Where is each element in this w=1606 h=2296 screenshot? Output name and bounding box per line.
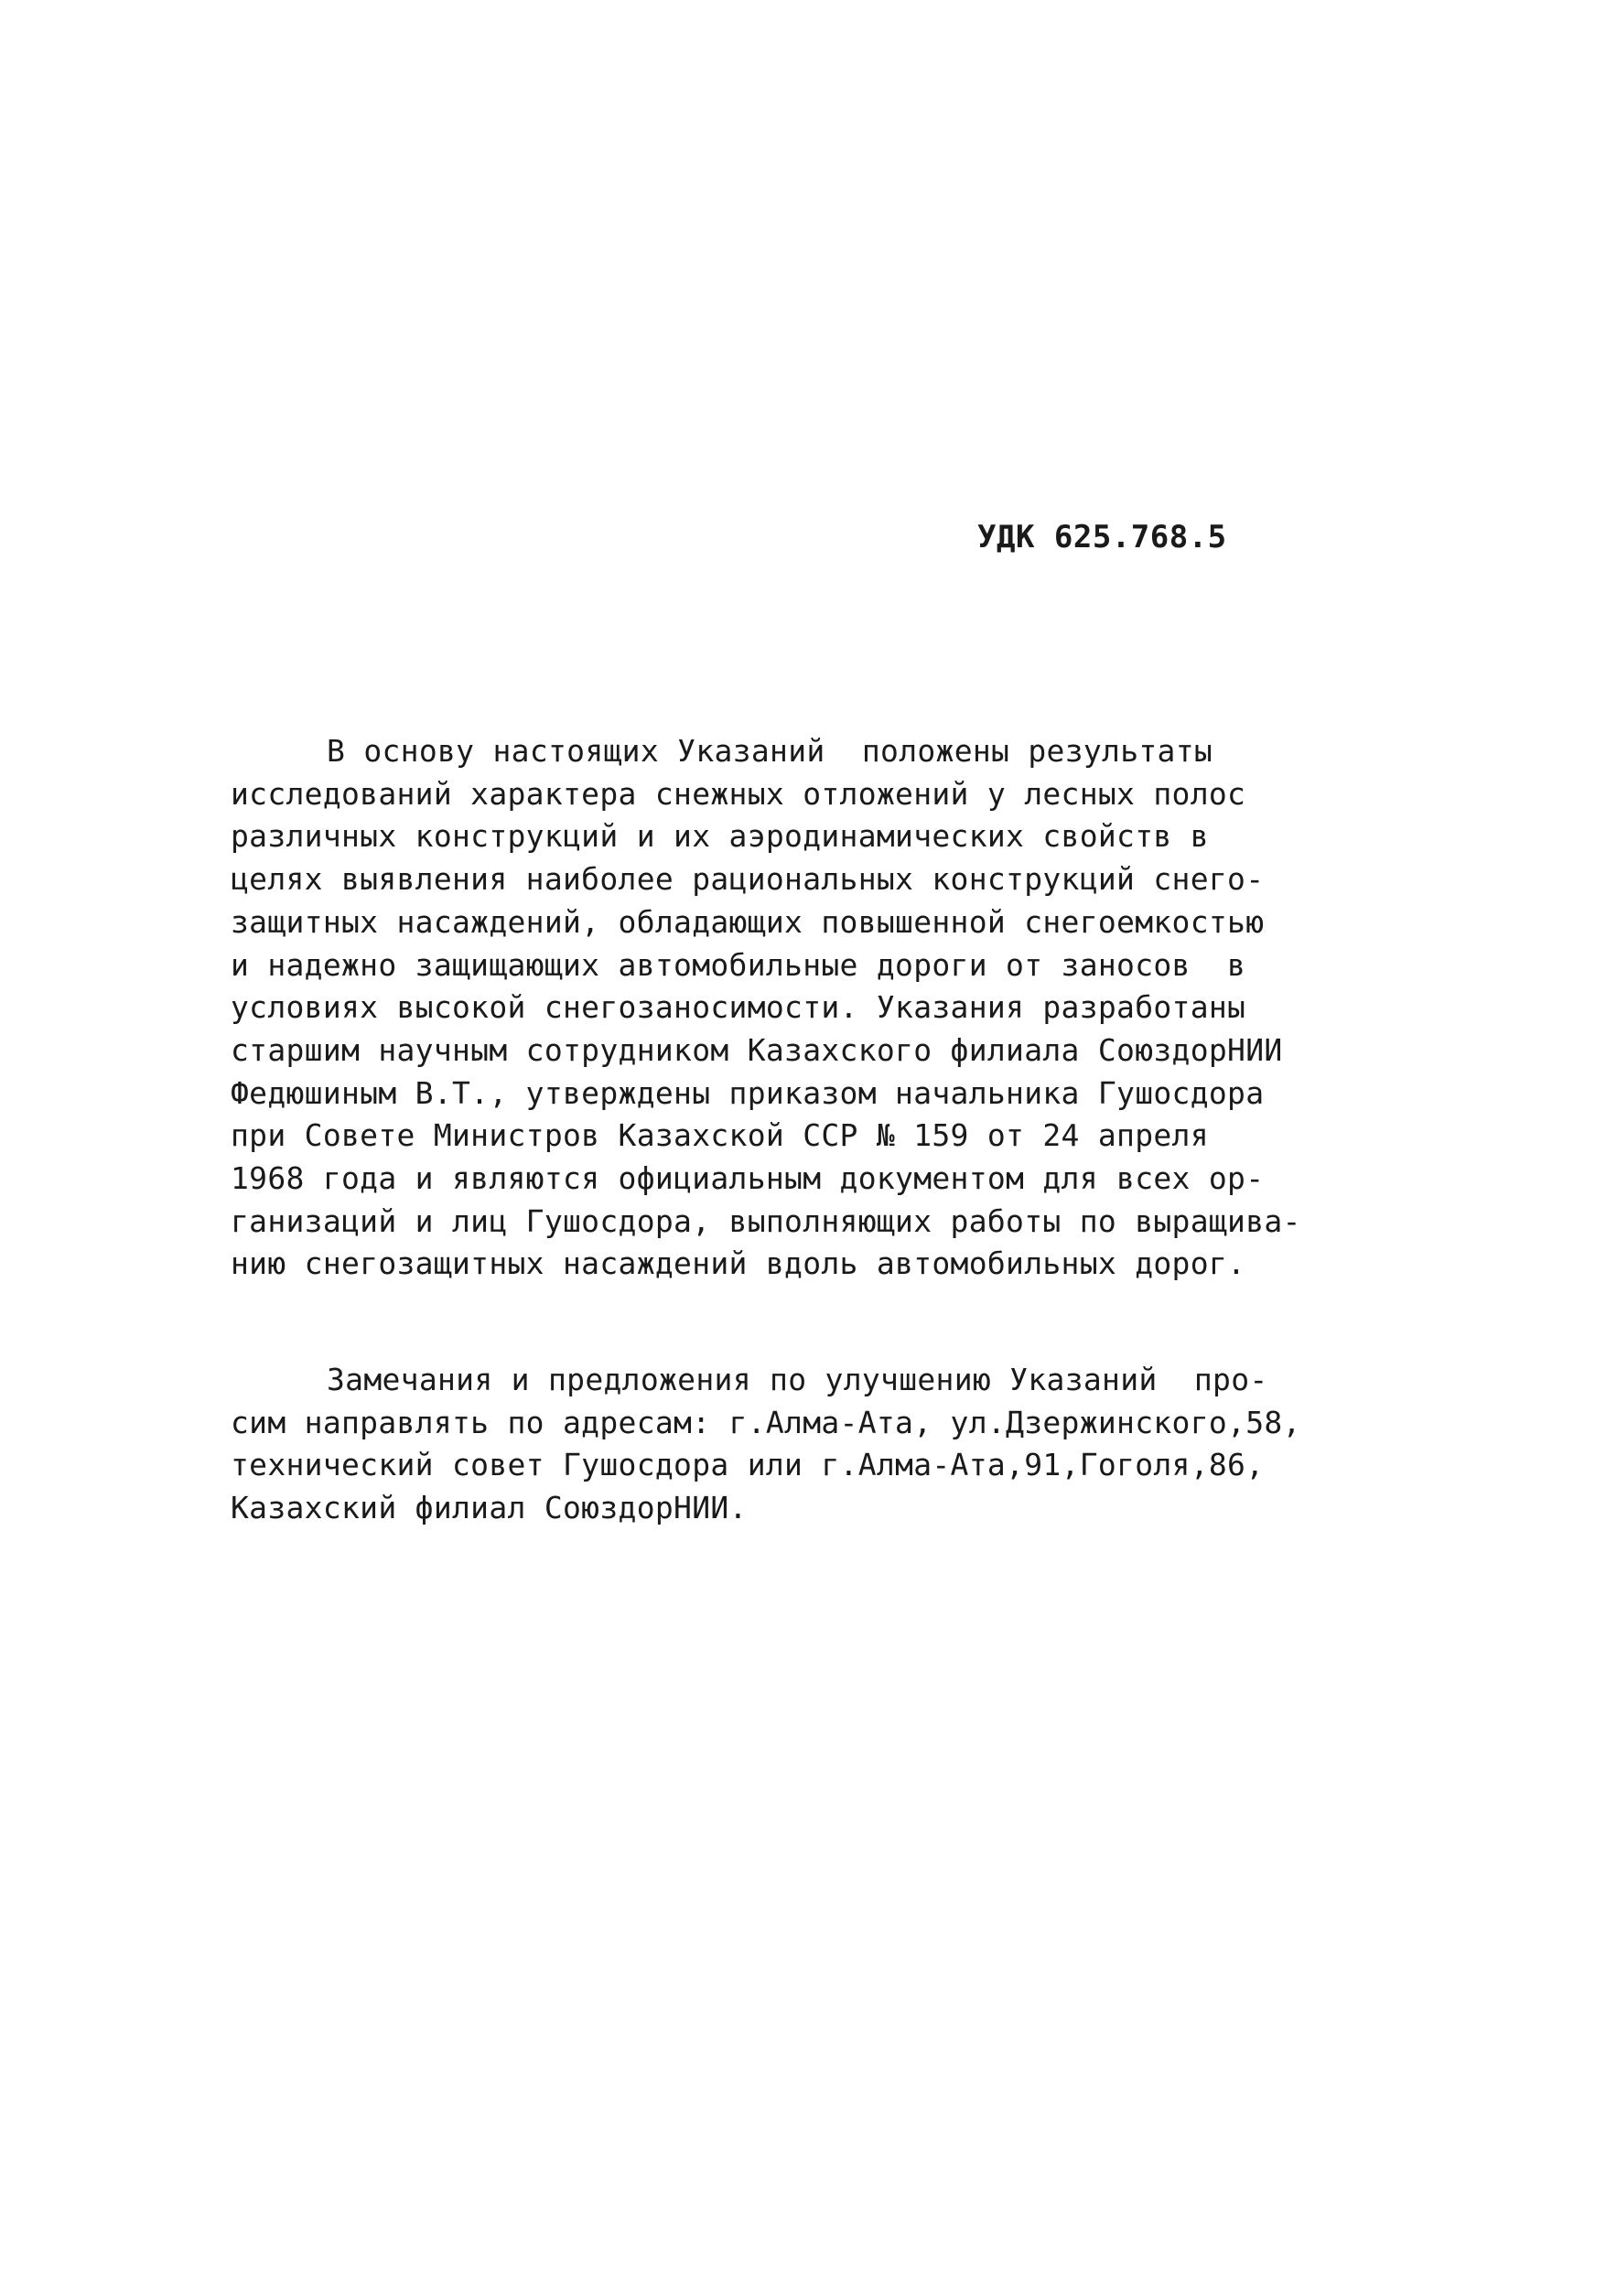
paragraph-feedback [231,1359,1356,1530]
text-line: Федюшиным В.Т., утверждены приказом начальника Гушосдора [231,1074,1265,1111]
text-line: Замечания и предложения по улучшению Указаний про- [327,1362,1268,1397]
text-line: различных конструкций и их аэродинамических свойств в [231,818,1209,855]
text-line: целях выявления наиболее рациональных конструкций снего- [231,861,1265,898]
text-line: и надежно защищающих автомобильные дороги от заносов в [231,946,1246,983]
text-line: нию снегозащитных насаждений вдоль автомобильных дорог. [231,1245,1246,1282]
text-line: технический совет Гушосдора или г.Алма-Ата,91,Гоголя,86, [231,1447,1265,1483]
text-line: при Совете Министров Казахской ССР № 159 от 24 апреля [231,1117,1209,1154]
text-line: В основу настоящих Указаний положены результаты [327,733,1213,769]
text-line: условиях высокой снегозаносимости. Указания разработаны [231,989,1246,1026]
text-line: исследований характера снежных отложений у лесных полос [231,775,1246,812]
text-line: сим направлять по адресам: г.Алма-Ата, ул.Дзержинского,58, [231,1404,1301,1440]
text-line: Казахский филиал СоюздорНИИ. [231,1490,748,1526]
text-line: защитных насаждений, обладающих повышенной снегоемкостью [231,903,1265,940]
text-line: 1968 года и являются официальным документом для всех ор- [231,1160,1265,1197]
paragraph-basis [231,730,1356,1286]
text-line: ганизаций и лиц Гушосдора, выполняющих работы по выращива- [231,1202,1301,1239]
udk-code: УДК 625.768.5 [977,519,1227,555]
text-line: старшим научным сотрудником Казахского филиала СоюздорНИИ [231,1031,1283,1068]
